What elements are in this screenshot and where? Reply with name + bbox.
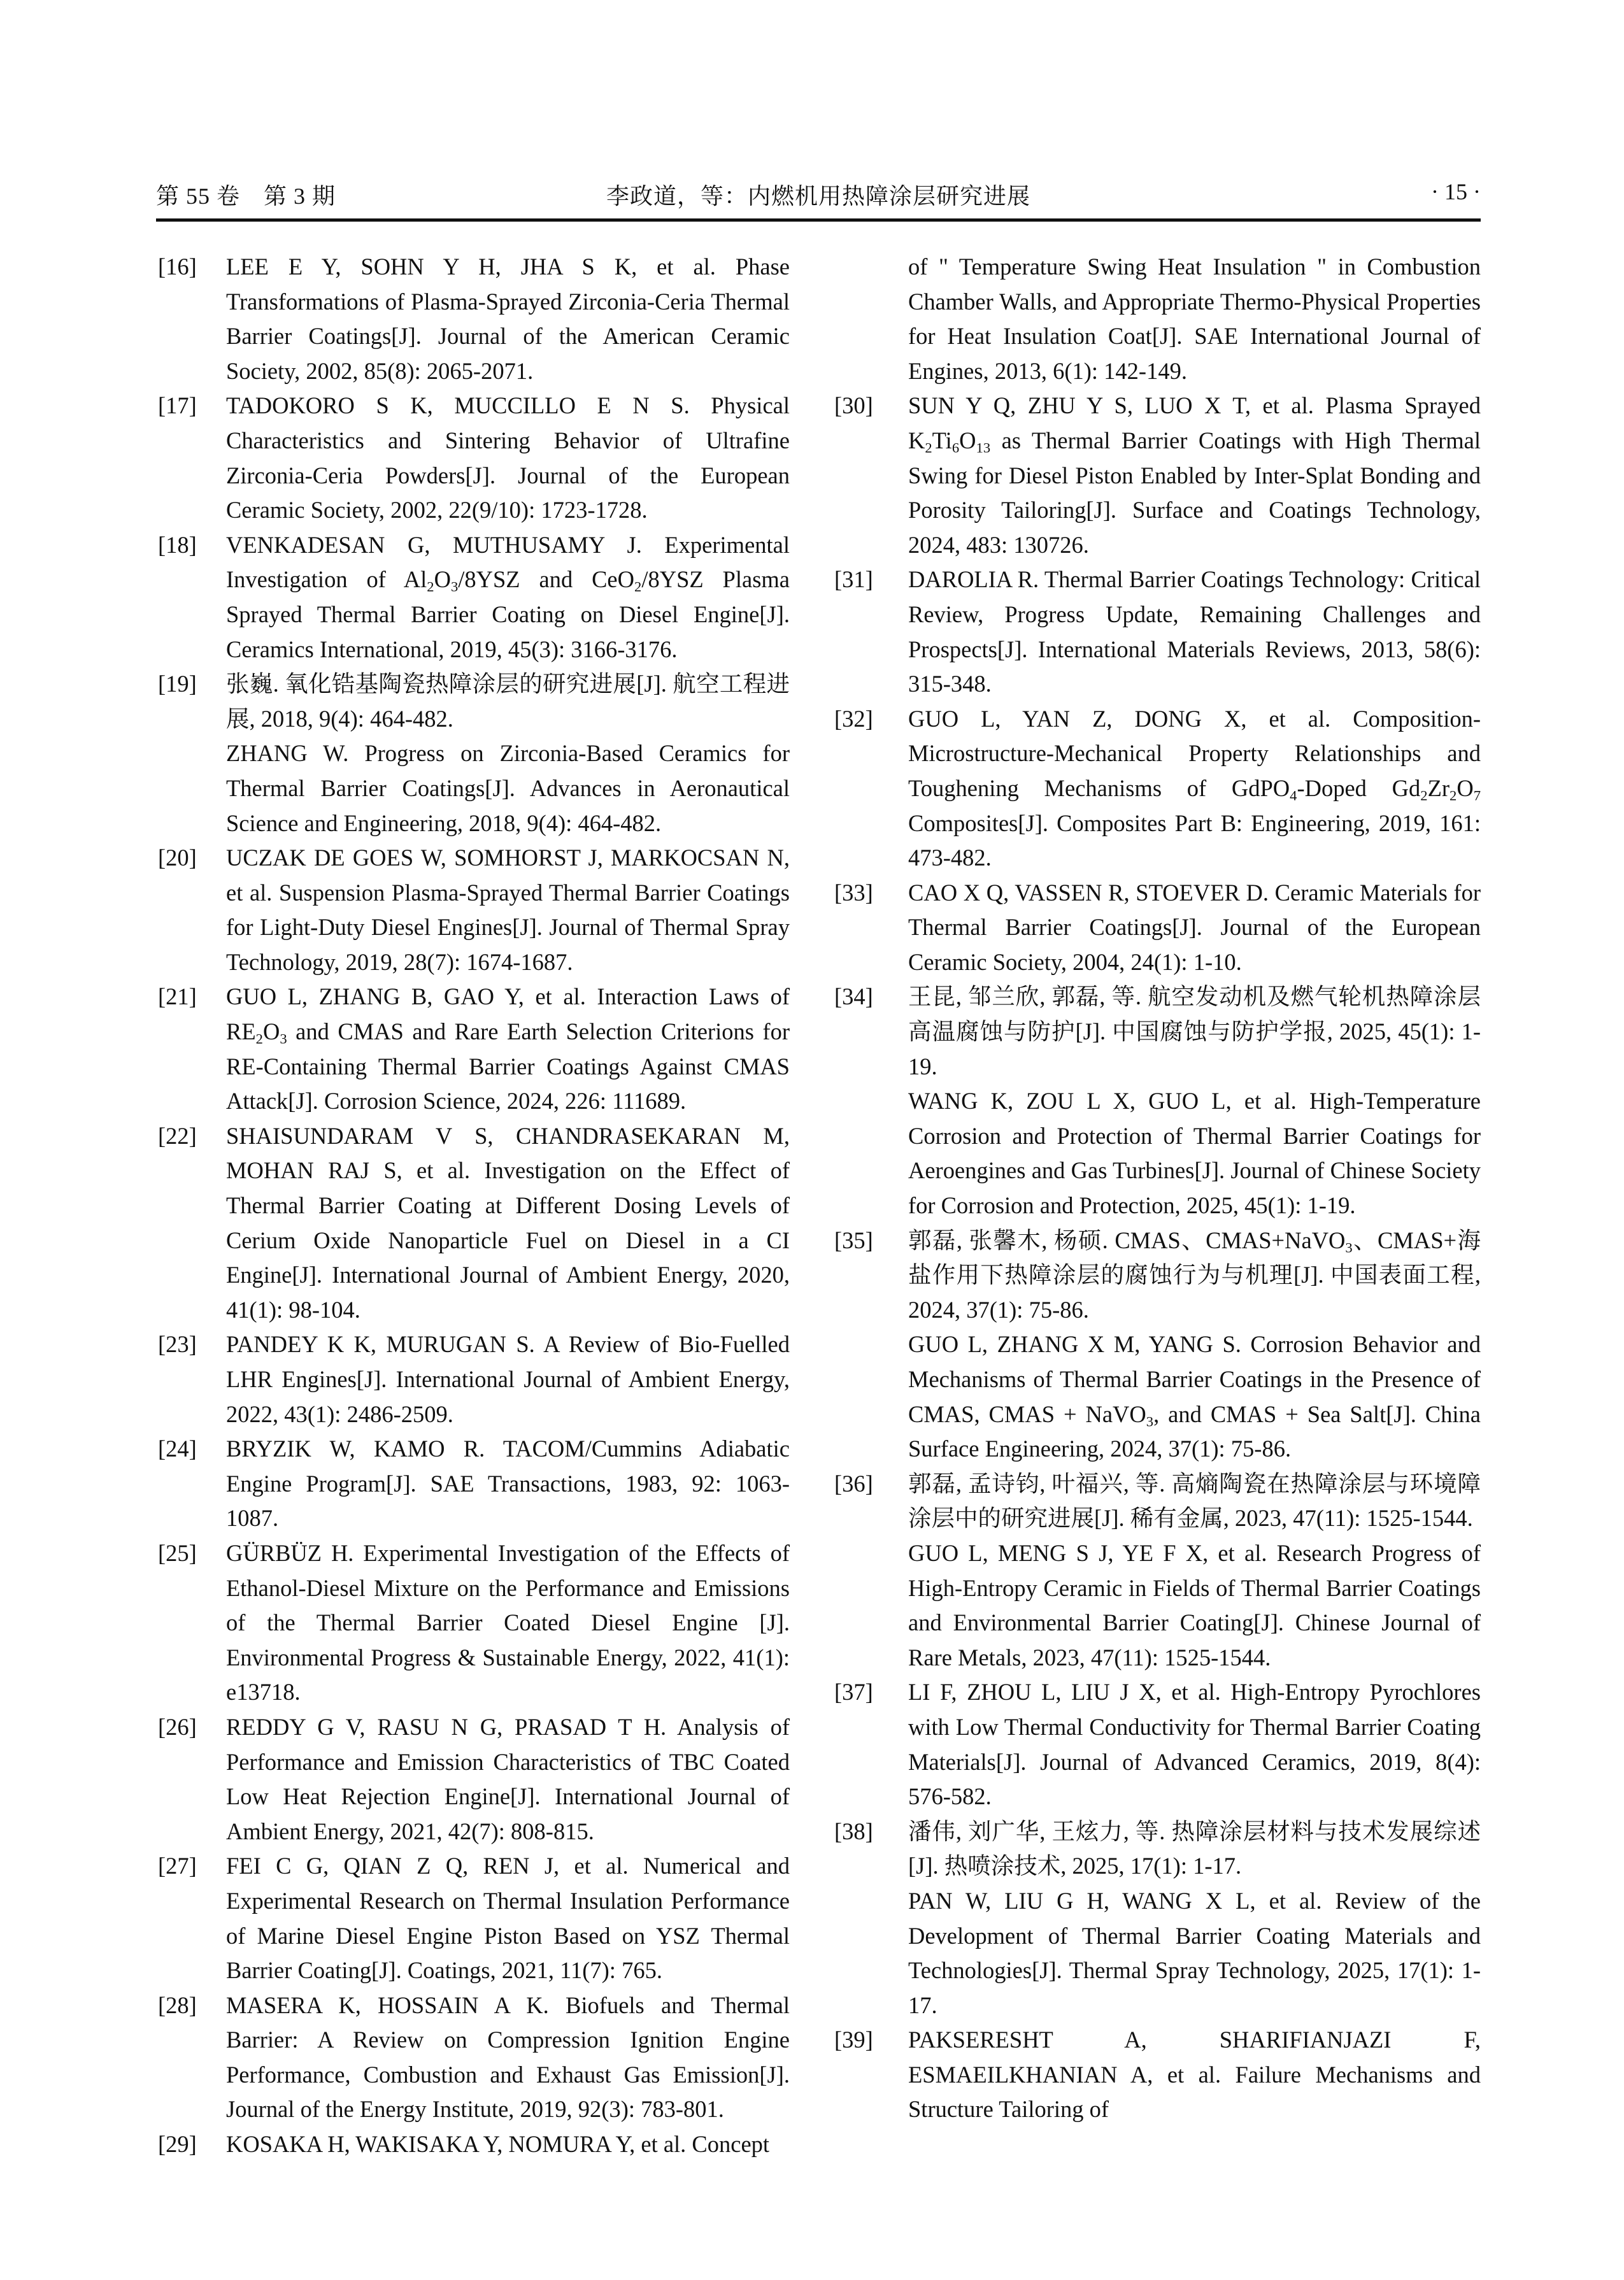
reference-text-translation xyxy=(908,1084,1481,1223)
reference-text xyxy=(908,250,1481,388)
text-segment: 潘伟, 刘广华, 王炫力, 等. 热障涂层材料与技术发展综述[J]. 热喷涂技术, 2025, 17(1): 1-17. xyxy=(908,1818,1481,1879)
text-segment: and CMAS and Rare Earth Selection Criterions for RE-Containing Thermal Barrier Coatings Against CMAS Attack[J]. Corrosion Science, 2024, 226: 111689. xyxy=(226,1018,790,1115)
reference-text xyxy=(226,1849,790,1988)
reference-number: [25] xyxy=(158,1539,197,1566)
text-segment: PANDEY K K, MURUGAN S. A Review of Bio-Fuelled LHR Engines[J]. International Journal of Ambient Energy, 2022, 43(1): 2486-2509. xyxy=(226,1331,790,1427)
reference-column-left xyxy=(158,250,790,2162)
reference-number: [33] xyxy=(834,879,873,906)
text-segment: 张巍. 氧化锆基陶瓷热障涂层的研究进展[J]. 航空工程进展, 2018, 9(4): 464-482. xyxy=(226,671,790,732)
reference-text-translation xyxy=(908,1884,1481,2023)
reference-number: [22] xyxy=(158,1122,197,1149)
reference-text xyxy=(908,1814,1481,1884)
text-segment: GUO L, MENG S J, YE F X, et al. Research Progress of High-Entropy Ceramic in Fields of Thermal Barrier Coatings and Environmental Barrier Coating[J]. Chinese Journal of Rare Metals, 2023, 47(11): 1525-1544. xyxy=(908,1539,1481,1671)
reference-number: [38] xyxy=(834,1818,873,1844)
reference-entry xyxy=(158,1327,790,1432)
reference-text xyxy=(226,841,790,980)
text-segment: GUO L, ZHANG X M, YANG S. Corrosion Behavior and Mechanisms of Thermal Barrier Coatings in the Presence of CMAS, CMAS + NaVO xyxy=(908,1331,1481,1427)
text-segment: GÜRBÜZ H. Experimental Investigation of the Effects of Ethanol-Diesel Mixture on the Performance and Emissions of the Thermal Barrier Coated Diesel Engine [J]. Environmental Progress & Sustainable Energy, 2022, 41(1): e13718. xyxy=(226,1539,790,1706)
reference-entry xyxy=(158,388,790,527)
reference-entry xyxy=(158,250,790,388)
text-segment: SHAISUNDARAM V S, CHANDRASEKARAN M, MOHAN RAJ S, et al. Investigation on the Effect of Thermal Barrier Coating at Different Dosing Levels of Cerium Oxide Nanoparticle Fuel on Diesel in a CI Engine[J]. International Journal of Ambient Energy, 2020, 41(1): 98-104. xyxy=(226,1122,790,1323)
text-segment: PAKSERESHT A, SHARIFIANJAZI F, ESMAEILKHANIAN A, et al. Failure Mechanisms and Structure Tailoring of xyxy=(908,2027,1481,2123)
text-segment: O xyxy=(434,566,451,593)
reference-number: [39] xyxy=(834,2027,873,2053)
text-segment: 王昆, 邹兰欣, 郭磊, 等. 航空发动机及燃气轮机热障涂层高温腐蚀与防护[J]. 中国腐蚀与防护学报, 2025, 45(1): 1-19. xyxy=(908,983,1481,1079)
reference-entry xyxy=(834,1223,1481,1467)
text-segment: , and CMAS + Sea Salt[J]. China Surface Engineering, 2024, 37(1): 75-86. xyxy=(908,1400,1481,1462)
reference-number: [28] xyxy=(158,1991,197,2018)
reference-text xyxy=(226,388,790,527)
text-segment: O xyxy=(959,427,976,453)
text-segment: Ti xyxy=(932,427,952,453)
text-segment: 郭磊, 张馨木, 杨硕. CMAS、CMAS+NaVO xyxy=(908,1227,1346,1253)
reference-number: [17] xyxy=(158,392,197,419)
reference-entry xyxy=(834,562,1481,701)
reference-entry xyxy=(158,2127,790,2162)
reference-number: [23] xyxy=(158,1331,197,1358)
reference-text xyxy=(226,1536,790,1710)
reference-text xyxy=(908,562,1481,701)
reference-text xyxy=(908,980,1481,1084)
text-segment: Composites[J]. Composites Part B: Engineering, 2019, 161: 473-482. xyxy=(908,809,1481,871)
reference-text xyxy=(226,250,790,388)
reference-text xyxy=(226,528,790,667)
reference-text-translation xyxy=(908,1536,1481,1675)
reference-number: [36] xyxy=(834,1470,873,1497)
text-segment: GUO L, YAN Z, DONG X, et al. Composition-Microstructure-Mechanical Property Relationships and Toughening Mechanisms of GdPO xyxy=(908,705,1481,801)
text-segment: REDDY G V, RASU N G, PRASAD T H. Analysis of Performance and Emission Characteristics of TBC Coated Low Heat Rejection Engine[J]. International Journal of Ambient Energy, 2021, 42(7): 808-815. xyxy=(226,1713,790,1844)
text-segment: LEE E Y, SOHN Y H, JHA S K, et al. Phase Transformations of Plasma-Sprayed Zirconia-Ceria Thermal Barrier Coatings[J]. Journal of the American Ceramic Society, 2002, 85(8): 2065-2071. xyxy=(226,253,790,384)
subscript: 2 xyxy=(427,578,434,595)
volume-issue: 第 55 卷 第 3 期 xyxy=(156,183,336,209)
reference-number: [30] xyxy=(834,392,873,419)
reference-text xyxy=(908,702,1481,876)
reference-number: [20] xyxy=(158,844,197,871)
reference-number: [27] xyxy=(158,1853,197,1879)
subscript: 6 xyxy=(951,439,960,456)
reference-text xyxy=(226,1710,790,1849)
page-header xyxy=(156,178,1481,217)
text-segment: BRYZIK W, KAMO R. TACOM/Cummins Adiabatic Engine Program[J]. SAE Transactions, 1983, 92: 1063-1087. xyxy=(226,1436,790,1532)
subscript: 2 xyxy=(634,578,642,595)
reference-entry xyxy=(158,1988,790,2127)
reference-entry xyxy=(834,980,1481,1223)
text-segment: O xyxy=(1457,774,1474,801)
text-segment: -Doped Gd xyxy=(1297,774,1421,801)
subscript: 4 xyxy=(1290,787,1297,804)
reference-entry xyxy=(158,1119,790,1328)
reference-number: [24] xyxy=(158,1436,197,1462)
reference-entry xyxy=(834,388,1481,562)
reference-number: [29] xyxy=(158,2131,197,2158)
reference-text xyxy=(226,2127,790,2162)
subscript: 3 xyxy=(280,1030,287,1047)
reference-entry xyxy=(158,841,790,980)
subscript: 2 xyxy=(925,439,932,456)
reference-entry xyxy=(834,2023,1481,2127)
text-segment: 郭磊, 孟诗钧, 叶福兴, 等. 高熵陶瓷在热障涂层与环境障涂层中的研究进展[J]. 稀有金属, 2023, 47(11): 1525-1544. xyxy=(908,1470,1481,1532)
reference-text xyxy=(908,876,1481,980)
text-segment: SUN Y Q, ZHU Y S, LUO X T, et al. Plasma Sprayed K xyxy=(908,392,1481,453)
text-segment: /8YSZ and CeO xyxy=(458,566,634,593)
text-segment: /8YSZ Plasma Sprayed Thermal Barrier Coating on Diesel Engine[J]. Ceramics International, 2019, 45(3): 3166-3176. xyxy=(226,566,790,662)
reference-entry xyxy=(834,250,1481,388)
text-segment: VENKADESAN G, MUTHUSAMY J. Experimental Investigation of Al xyxy=(226,531,790,593)
reference-entry xyxy=(158,528,790,667)
header-rule xyxy=(156,218,1481,222)
reference-number: [26] xyxy=(158,1713,197,1740)
text-segment: FEI C G, QIAN Z Q, REN J, et al. Numerical and Experimental Research on Thermal Insulation Performance of Marine Diesel Engine Piston Based on YSZ Thermal Barrier Coating[J]. Coatings, 2021, 11(7): 765. xyxy=(226,1853,790,1984)
text-segment: ZHANG W. Progress on Zirconia-Based Ceramics for Thermal Barrier Coatings[J]. Advances in Aeronautical Science and Engineering, 2018, 9(4): 464-482. xyxy=(226,740,790,836)
subscript: 13 xyxy=(976,439,991,456)
text-segment: KOSAKA H, WAKISAKA Y, NOMURA Y, et al. Concept xyxy=(226,2131,770,2158)
text-segment: Zr xyxy=(1427,774,1450,801)
reference-text xyxy=(908,2023,1481,2127)
page-number: · 15 · xyxy=(1431,179,1481,204)
reference-number: [35] xyxy=(834,1227,873,1253)
reference-entry xyxy=(834,1814,1481,2023)
text-segment: PAN W, LIU G H, WANG X L, et al. Review of the Development of Thermal Barrier Coating Materials and Technologies[J]. Thermal Spray Technology, 2025, 17(1): 1-17. xyxy=(908,1887,1481,2018)
reference-text-translation xyxy=(226,736,790,841)
reference-entry xyxy=(158,1710,790,1849)
reference-text xyxy=(226,980,790,1118)
text-segment: TADOKORO S K, MUCCILLO E N S. Physical Characteristics and Sintering Behavior of Ultrafine Zirconia-Ceria Powders[J]. Journal of the European Ceramic Society, 2002, 22(9/10): 1723-1728. xyxy=(226,392,790,524)
reference-text xyxy=(226,1327,790,1432)
reference-entry xyxy=(158,1849,790,1988)
text-segment: UCZAK DE GOES W, SOMHORST J, MARKOCSAN N, et al. Suspension Plasma-Sprayed Thermal Barrier Coatings for Light-Duty Diesel Engines[J]. Journal of Thermal Spray Technology, 2019, 28(7): 1674-1687. xyxy=(226,844,790,975)
reference-entry xyxy=(158,667,790,841)
text-segment: O xyxy=(262,1018,280,1045)
subscript: 3 xyxy=(450,578,459,595)
reference-text-translation xyxy=(908,1327,1481,1466)
text-segment: 、CMAS+海盐作用下热障涂层的腐蚀行为与机理[J]. 中国表面工程, 2024, 37(1): 75-86. xyxy=(908,1227,1481,1323)
subscript: 2 xyxy=(1449,787,1457,804)
reference-text xyxy=(226,1119,790,1328)
reference-number: [19] xyxy=(158,671,197,697)
reference-column-right xyxy=(834,250,1481,2127)
reference-entry xyxy=(834,702,1481,876)
text-segment: DAROLIA R. Thermal Barrier Coatings Technology: Critical Review, Progress Update, Remaining Challenges and Prospects[J]. International Materials Reviews, 2013, 58(6): 315-348. xyxy=(908,566,1481,697)
reference-number: [37] xyxy=(834,1679,873,1706)
reference-entry xyxy=(834,1467,1481,1676)
text-segment: LI F, ZHOU L, LIU J X, et al. High-Entropy Pyrochlores with Low Thermal Conductivity for Thermal Barrier Coating Materials[J]. Journal of Advanced Ceramics, 2019, 8(4): 576-582. xyxy=(908,1679,1481,1810)
running-title: 李政道，等：内燃机用热障涂层研究进展 xyxy=(606,183,1030,209)
reference-entry xyxy=(834,876,1481,980)
text-segment: as Thermal Barrier Coatings with High Thermal Swing for Diesel Piston Enabled by Inter-Splat Bonding and Porosity Tailoring[J]. Surface and Coatings Technology, 2024, 483: 130726. xyxy=(908,427,1481,558)
reference-number: [34] xyxy=(834,983,873,1010)
reference-text xyxy=(226,1988,790,2127)
subscript: 3 xyxy=(1146,1413,1154,1429)
reference-number: [21] xyxy=(158,983,197,1010)
text-segment: of " Temperature Swing Heat Insulation " in Combustion Chamber Walls, and Appropriate Thermo-Physical Properties for Heat Insulation Coat[J]. SAE International Journal of Engines, 2013, 6(1): 142-149. xyxy=(908,253,1481,384)
subscript: 2 xyxy=(1420,787,1428,804)
reference-text xyxy=(908,1467,1481,1536)
reference-text xyxy=(226,1432,790,1536)
text-segment: CAO X Q, VASSEN R, STOEVER D. Ceramic Materials for Thermal Barrier Coatings[J]. Journal of the European Ceramic Society, 2004, 24(1): 1-10. xyxy=(908,879,1481,975)
text-segment: MASERA K, HOSSAIN A K. Biofuels and Thermal Barrier: A Review on Compression Ignition Engine Performance, Combustion and Exhaust Gas Emission[J]. Journal of the Energy Institute, 2019, 92(3): 783-801. xyxy=(226,1991,790,2123)
reference-text xyxy=(226,667,790,736)
reference-entry xyxy=(158,980,790,1118)
text-segment: WANG K, ZOU L X, GUO L, et al. High-Temperature Corrosion and Protection of Thermal Barrier Coatings for Aeroengines and Gas Turbines[J]. Journal of Chinese Society for Corrosion and Protection, 2025, 45(1): 1-19. xyxy=(908,1088,1481,1219)
text-segment: GUO L, ZHANG B, GAO Y, et al. Interaction Laws of RE xyxy=(226,983,790,1045)
reference-number: [32] xyxy=(834,705,873,732)
reference-text xyxy=(908,1675,1481,1814)
subscript: 3 xyxy=(1345,1239,1353,1255)
reference-text xyxy=(908,388,1481,562)
subscript: 2 xyxy=(255,1030,263,1047)
reference-number: [16] xyxy=(158,253,197,280)
reference-number: [31] xyxy=(834,566,873,593)
reference-text xyxy=(908,1223,1481,1328)
subscript: 7 xyxy=(1473,787,1481,804)
reference-entry xyxy=(158,1432,790,1536)
reference-entry xyxy=(834,1675,1481,1814)
reference-number: [18] xyxy=(158,531,197,558)
reference-entry xyxy=(158,1536,790,1710)
